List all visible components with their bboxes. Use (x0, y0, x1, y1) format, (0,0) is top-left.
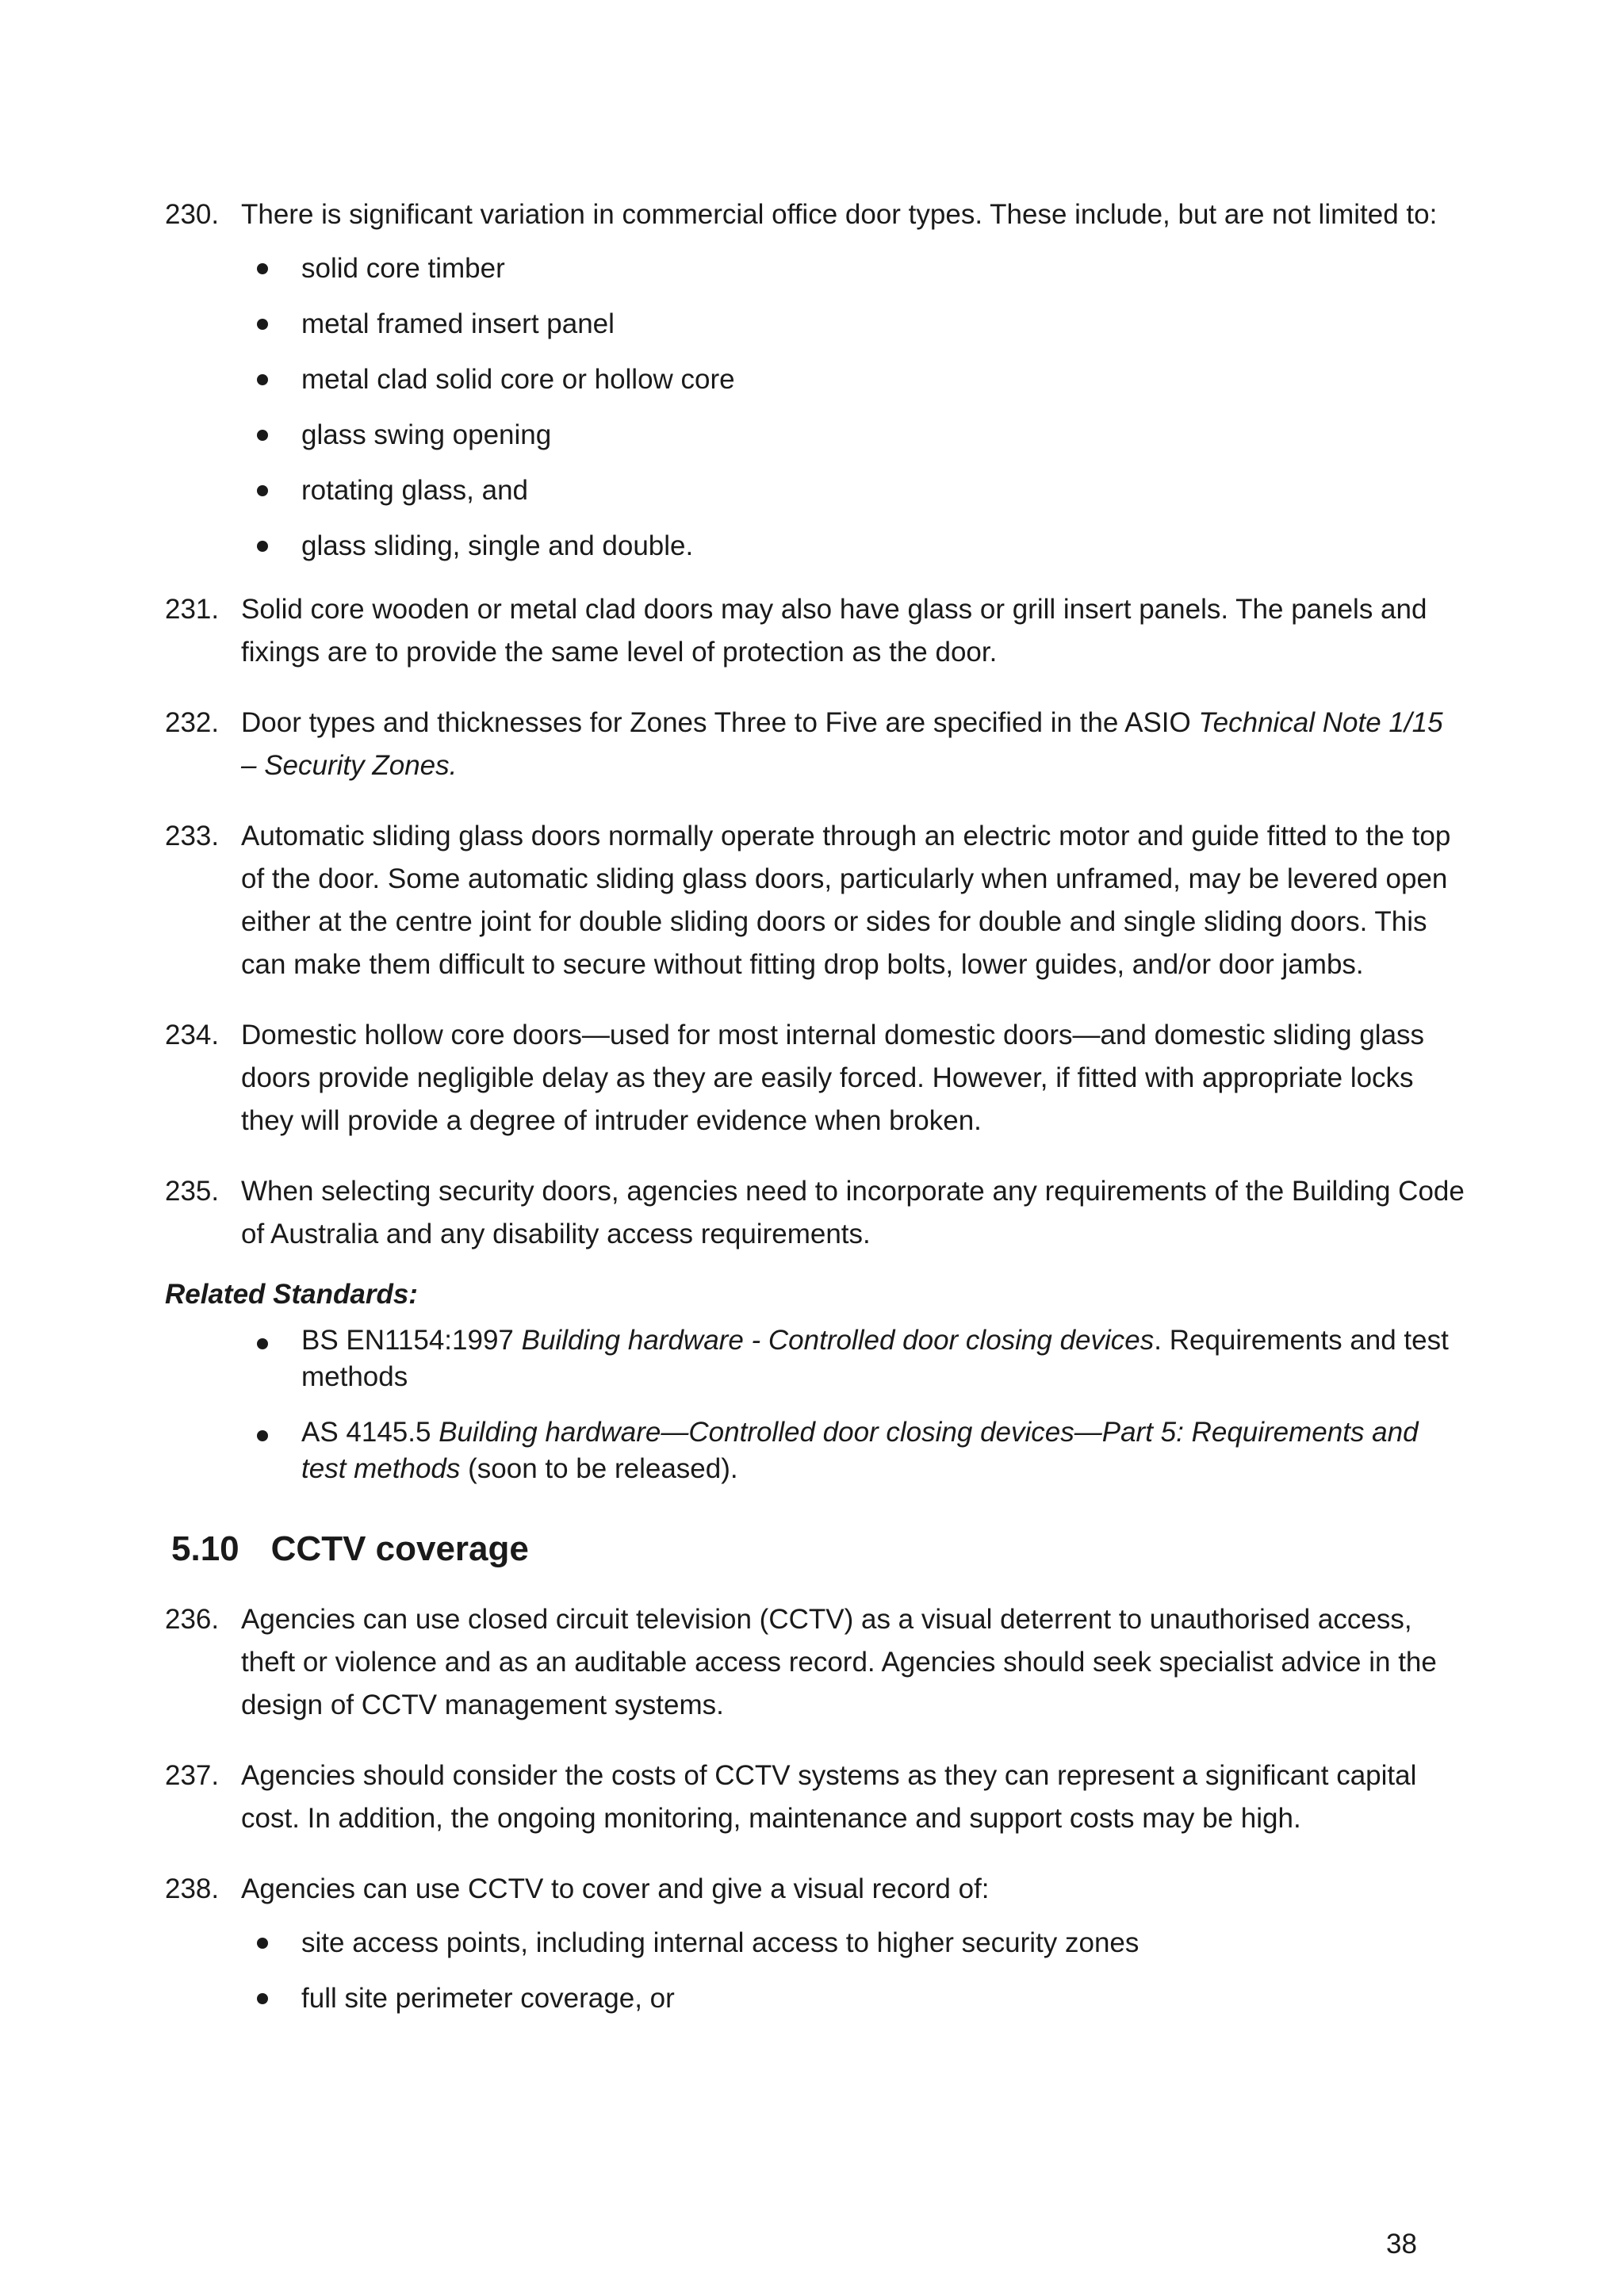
list-item-text: full site perimeter coverage, or (301, 1983, 675, 2014)
bullet-icon (257, 1338, 268, 1349)
bullet-icon (257, 319, 268, 330)
list-item (241, 414, 1465, 457)
list-item-text: metal clad solid core or hollow core (301, 364, 735, 395)
bullet-icon (257, 1430, 268, 1441)
paragraph-235 (165, 1170, 1465, 1256)
paragraph-number: 231. (165, 594, 220, 625)
paragraph-text: There is significant variation in commercial office door types. These include, but are not limited to: (241, 199, 1438, 230)
bullet-icon (257, 263, 268, 274)
paragraph-number: 236. (165, 1604, 220, 1635)
list-item (241, 525, 1465, 568)
standard-code: AS 4145.5 (301, 1417, 439, 1448)
list-item-text: rotating glass, and (301, 475, 529, 506)
paragraph-230 (165, 193, 1465, 236)
paragraph-232 (165, 702, 1465, 787)
paragraph-text: Door types and thicknesses for Zones Three to Five are specified in the ASIO (241, 707, 1199, 738)
paragraph-number: 233. (165, 821, 220, 851)
list-item-text: glass swing opening (301, 419, 552, 450)
paragraph-number: 232. (165, 707, 220, 738)
paragraph-number: 230. (165, 199, 220, 230)
paragraph-number: 238. (165, 1873, 220, 1904)
standard-note: . Requirements and test methods (301, 1325, 1449, 1392)
paragraph-text: Automatic sliding glass doors normally operate through an electric motor and guide fitted to the top of the door. Some automatic sliding glass doors, particularly when unframed, may be levered open either at the centre joint for double sliding doors or sides for double and single sliding doors. This can make them difficult to secure without fitting drop bolts, lower guides, and/or door jambs. (241, 821, 1451, 980)
list-item-text: site access points, including internal access to higher security zones (301, 1927, 1139, 1958)
paragraph-text: When selecting security doors, agencies need to incorporate any requirements of the Building Code of Australia and any disability access requirements. (241, 1176, 1465, 1249)
paragraph-text: Domestic hollow core doors—used for most internal domestic doors—and domestic sliding glass doors provide negligible delay as they are easily forced. However, if fitted with appropriate locks they will provide a degree of intruder evidence when broken. (241, 1020, 1425, 1136)
standard-note: (soon to be released). (460, 1453, 738, 1484)
section-heading (171, 1524, 1465, 1575)
list-item (241, 358, 1465, 401)
paragraph-236 (165, 1598, 1465, 1727)
page-content (165, 193, 1465, 2041)
document-reference: Technical Note 1/15 – Security Zones. (241, 707, 1443, 781)
paragraph-number: 235. (165, 1176, 220, 1207)
paragraph-text: Agencies should consider the costs of CCTV systems as they can represent a significant capital cost. In addition, the ongoing monitoring, maintenance and support costs may be high. (241, 1760, 1417, 1834)
paragraph-number: 234. (165, 1020, 220, 1050)
list-item-text: metal framed insert panel (301, 308, 615, 339)
bullet-icon (257, 485, 268, 496)
standard-code: BS EN1154:1997 (301, 1325, 522, 1356)
paragraph-234 (165, 1014, 1465, 1142)
bullet-icon (257, 1993, 268, 2004)
bullet-icon (257, 374, 268, 385)
section-number: 5.10 (171, 1529, 239, 1568)
standard-title: Building hardware—Controlled door closing devices—Part 5: Requirements and test methods (301, 1417, 1419, 1484)
door-types-list (165, 247, 1465, 568)
list-item-text: glass sliding, single and double. (301, 530, 694, 561)
paragraph-number: 237. (165, 1760, 220, 1791)
list-item (241, 1977, 1465, 2020)
paragraph-text: Agencies can use CCTV to cover and give a visual record of: (241, 1873, 990, 1904)
bullet-icon (257, 541, 268, 552)
bullet-icon (257, 1938, 268, 1949)
list-item (241, 247, 1465, 290)
cctv-coverage-list (165, 1922, 1465, 2020)
list-item (241, 1322, 1465, 1395)
page-number: 38 (1386, 2229, 1417, 2260)
related-standards-list (165, 1322, 1465, 1487)
paragraph-231 (165, 588, 1465, 674)
list-item (241, 303, 1465, 346)
bullet-icon (257, 430, 268, 441)
section-title: CCTV coverage (270, 1529, 529, 1568)
paragraph-text: Agencies can use closed circuit television (CCTV) as a visual deterrent to unauthorised access, theft or violence and as an auditable access record. Agencies should seek specialist advice in the design of CCTV management systems. (241, 1604, 1437, 1720)
related-standards-heading: Related Standards: (165, 1279, 418, 1310)
list-item-text: solid core timber (301, 253, 505, 284)
paragraph-237 (165, 1755, 1465, 1840)
list-item (241, 1922, 1465, 1965)
standard-title: Building hardware - Controlled door closing devices (521, 1325, 1155, 1356)
list-item (241, 469, 1465, 512)
list-item (241, 1414, 1465, 1487)
paragraph-233 (165, 815, 1465, 986)
paragraph-238 (165, 1868, 1465, 1911)
paragraph-text: Solid core wooden or metal clad doors may also have glass or grill insert panels. The panels and fixings are to provide the same level of protection as the door. (241, 594, 1427, 668)
